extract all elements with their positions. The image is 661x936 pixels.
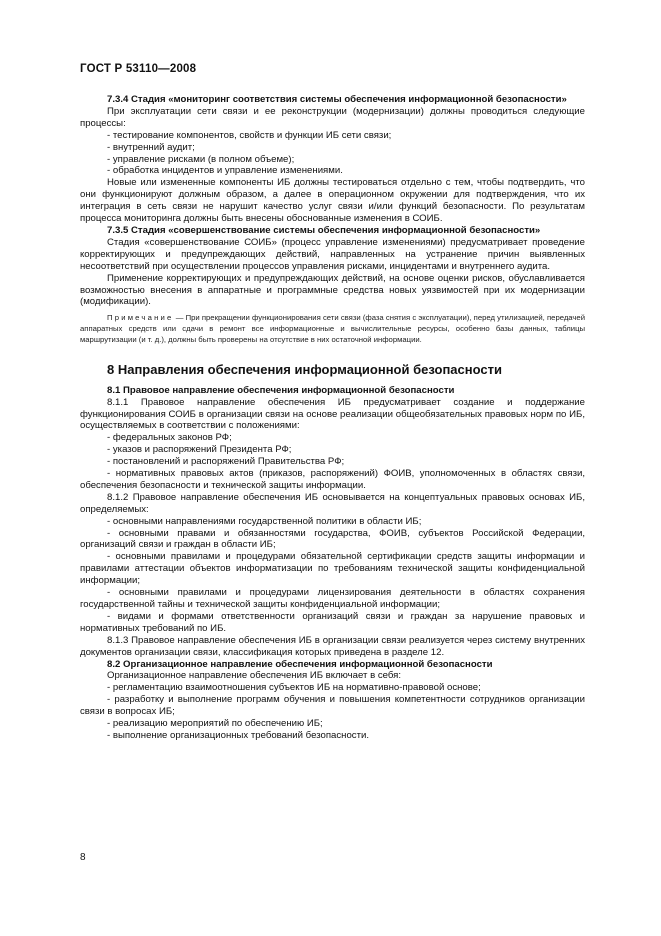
note xyxy=(80,313,585,345)
list-item: - основными правами и обязанностями государства, ФОИВ, субъектов Российской Федерации, организаций связи и граждан в области ИБ; xyxy=(80,527,585,551)
list-item: - основными правилами и процедурами обязательной сертификации средств защиты информации и правилами аттестации объектов информатизации по требованиям технической защиты конфиденциальной информации; xyxy=(80,551,585,587)
document-header: ГОСТ Р 53110—2008 xyxy=(80,63,197,75)
paragraph: 8.1.2 Правовое направление обеспечения ИБ основывается на концептуальных правовых основах ИБ, определяемых: xyxy=(80,491,585,515)
list-item: - регламентацию взаимоотношения субъектов ИБ на нормативно-правовой основе; xyxy=(107,682,481,694)
paragraph: Новые или измененные компоненты ИБ должны тестироваться отдельно с тем, чтобы подтвердить, что они функционируют должным образом, а далее в операционном окружении для подтверждения, что их интеграция в сеть связи не нарушит качество услуг связи и/или функций безопасности. По результатам процесса мониторинга должны быть внесены обоснованные изменения в СОИБ. xyxy=(80,177,585,225)
heading-7-3-5: 7.3.5 Стадия «совершенствование системы обеспечения информационной безопасности» xyxy=(107,224,541,236)
list-item: - указов и распоряжений Президента РФ; xyxy=(107,444,292,456)
heading-8-2: 8.2 Организационное направление обеспечения информационной безопасности xyxy=(107,658,493,670)
list-item: - видами и формами ответственности организаций связи и граждан за нарушение правовых и нормативных требований по ИБ. xyxy=(80,610,585,634)
heading-7-3-4: 7.3.4 Стадия «мониторинг соответствия системы обеспечения информационной безопасности» xyxy=(107,94,567,105)
paragraph: 8.1.1 Правовое направление обеспечения ИБ предусматривает создание и поддержание функционирования СОИБ в организации связи на основе реализации общеобязательных правовых норм по ИБ, осуществляемых в соответствии с положениями: xyxy=(80,396,585,432)
note-label: Примечание xyxy=(107,313,174,323)
note-text: — При прекращении функционирования сети связи (фаза снятия с эксплуатации), перед утилизацией, передачей аппаратных средств или сдачи в ремонт все информационные и вычислительные ресурсы, особенно базы данных, таблицы маршрутизации (и т. д.), должны быть проверены на отсутствие в них остаточной информации. xyxy=(80,313,585,344)
list-item: - основными направлениями государственной политики в области ИБ; xyxy=(107,515,422,527)
list-item: - тестирование компонентов, свойств и функции ИБ сети связи; xyxy=(107,129,392,141)
list-item: - основными правилами и процедурами лицензирования деятельности в областях сохранения государственной тайны и технической защиты конфиденциальной информации; xyxy=(80,587,585,611)
paragraph: Организационное направление обеспечения ИБ включает в себя: xyxy=(107,670,402,682)
list-item: - управление рисками (в полном объеме); xyxy=(107,153,295,165)
list-item: - реализацию мероприятий по обеспечению ИБ; xyxy=(107,718,323,730)
page-content xyxy=(80,94,585,742)
list-item: - внутренний аудит; xyxy=(107,141,195,153)
heading-8-1: 8.1 Правовое направление обеспечения информационной безопасности xyxy=(107,384,455,396)
list-item: - федеральных законов РФ; xyxy=(107,432,232,444)
paragraph: 8.1.3 Правовое направление обеспечения ИБ в организации связи реализуется через систему внутренних документов организации связи, классификация которых приведена в разделе 12. xyxy=(80,634,585,658)
paragraph: Стадия «совершенствование СОИБ» (процесс управление изменениями) предусматривает проведение корректирующих и предупреждающих действий, направленных на устранение причин выявленных несоответствий при осуществлении процессов управления рисками, инцидентами и внутреннего аудита. xyxy=(80,236,585,272)
paragraph: При эксплуатации сети связи и ее реконструкции (модернизации) должны проводиться следующие процессы: xyxy=(80,105,585,129)
page-number: 8 xyxy=(80,852,86,863)
list-item: - постановлений и распоряжений Правительства РФ; xyxy=(107,456,345,468)
list-item: - выполнение организационных требований безопасности. xyxy=(107,729,370,741)
paragraph: Применение корректирующих и предупреждающих действий, на основе оценки рисков, обуславливается возможностью внесения в аппаратные и программные средства новых уязвимостей при их модернизации (модификации). xyxy=(80,272,585,308)
list-item: - обработка инцидентов и управление изменениями. xyxy=(107,165,343,177)
list-item: - нормативных правовых актов (приказов, распоряжений) ФОИВ, уполномоченных в областях связи, обеспечения безопасности и технической защиты информации. xyxy=(80,468,585,491)
section-8-title: 8 Направления обеспечения информационной безопасности xyxy=(107,361,502,377)
list-item: - разработку и выполнение программ обучения и повышения компетентности сотрудников организации связи в вопросах ИБ; xyxy=(80,694,585,718)
